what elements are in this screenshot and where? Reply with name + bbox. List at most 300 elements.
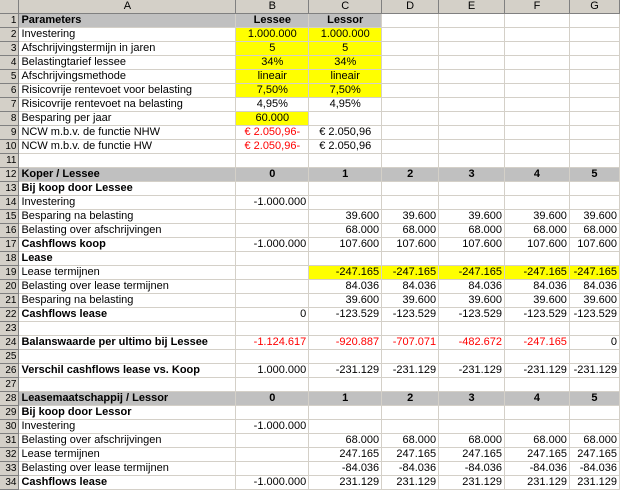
cell-d32[interactable]: 247.165 [382, 448, 439, 462]
column-header-f[interactable]: F [505, 0, 570, 14]
row-header[interactable]: 24 [0, 336, 19, 350]
cell-d14[interactable] [382, 196, 439, 210]
cell-e25[interactable] [439, 350, 505, 364]
row-header[interactable]: 9 [0, 126, 19, 140]
table-row [0, 238, 620, 252]
cell-d16[interactable]: 68.000 [382, 224, 439, 238]
table-row [0, 14, 620, 28]
row-header[interactable]: 23 [0, 322, 19, 336]
cell-b32[interactable] [236, 448, 309, 462]
cell-b11[interactable] [236, 154, 309, 168]
cell-a14[interactable]: Investering [19, 196, 236, 210]
cell-b25[interactable] [236, 350, 309, 364]
cell-g30[interactable] [569, 420, 619, 434]
table-row [0, 112, 620, 126]
cell-d7[interactable] [382, 98, 439, 112]
cell-e24[interactable]: -482.672 [439, 336, 505, 350]
row-header[interactable]: 16 [0, 224, 19, 238]
cell-f4[interactable] [505, 56, 570, 70]
row-header[interactable]: 28 [0, 392, 19, 406]
cell-a29[interactable]: Bij koop door Lessor [19, 406, 236, 420]
cell-e4[interactable] [439, 56, 505, 70]
cell-f30[interactable] [505, 420, 570, 434]
row-header[interactable]: 22 [0, 308, 19, 322]
cell-f29[interactable] [505, 406, 570, 420]
cell-c11[interactable] [309, 154, 382, 168]
cell-f11[interactable] [505, 154, 570, 168]
cell-f19[interactable]: -247.165 [505, 266, 570, 280]
cell-b28[interactable]: 0 [236, 392, 309, 406]
cell-c29[interactable] [309, 406, 382, 420]
cell-g28[interactable]: 5 [569, 392, 619, 406]
cell-c19[interactable]: -247.165 [309, 266, 382, 280]
cell-d19[interactable]: -247.165 [382, 266, 439, 280]
cell-a2[interactable]: Investering [19, 28, 236, 42]
cell-e28[interactable]: 3 [439, 392, 505, 406]
cell-g19[interactable]: -247.165 [569, 266, 619, 280]
cell-a18[interactable]: Lease [19, 252, 236, 266]
table-row [0, 476, 620, 490]
cell-c8[interactable] [309, 112, 382, 126]
row-header[interactable]: 11 [0, 154, 19, 168]
cell-c1[interactable]: Lessor [309, 14, 382, 28]
cell-g16[interactable]: 68.000 [569, 224, 619, 238]
row-header[interactable]: 32 [0, 448, 19, 462]
cell-f14[interactable] [505, 196, 570, 210]
cell-e23[interactable] [439, 322, 505, 336]
cell-a1[interactable]: Parameters [19, 14, 236, 28]
row-header[interactable]: 7 [0, 98, 19, 112]
cell-e11[interactable] [439, 154, 505, 168]
cell-f2[interactable] [505, 28, 570, 42]
cell-f9[interactable] [505, 126, 570, 140]
cell-f10[interactable] [505, 140, 570, 154]
cell-e18[interactable] [439, 252, 505, 266]
cell-b5[interactable]: lineair [236, 70, 309, 84]
row-header[interactable]: 34 [0, 476, 19, 490]
table-row [0, 28, 620, 42]
cell-g34[interactable]: 231.129 [569, 476, 619, 490]
cell-b26[interactable]: 1.000.000 [236, 364, 309, 378]
cell-g5[interactable] [569, 70, 619, 84]
cell-a24[interactable]: Balanswaarde per ultimo bij Lessee [19, 336, 236, 350]
cell-b33[interactable] [236, 462, 309, 476]
cell-c17[interactable]: 107.600 [309, 238, 382, 252]
table-row [0, 322, 620, 336]
cell-b24[interactable]: -1.124.617 [236, 336, 309, 350]
cell-a23[interactable] [19, 322, 236, 336]
row-header[interactable]: 33 [0, 462, 19, 476]
cell-c20[interactable]: 84.036 [309, 280, 382, 294]
cell-e2[interactable] [439, 28, 505, 42]
table-row [0, 308, 620, 322]
table-row [0, 294, 620, 308]
cell-c24[interactable]: -920.887 [309, 336, 382, 350]
row-header[interactable]: 25 [0, 350, 19, 364]
cell-g1[interactable] [569, 14, 619, 28]
cell-c13[interactable] [309, 182, 382, 196]
cell-a6[interactable]: Risicovrije rentevoet voor belasting [19, 84, 236, 98]
cell-c14[interactable] [309, 196, 382, 210]
cell-b29[interactable] [236, 406, 309, 420]
cell-g22[interactable]: -123.529 [569, 308, 619, 322]
cell-d25[interactable] [382, 350, 439, 364]
cell-a17[interactable]: Cashflows koop [19, 238, 236, 252]
cell-e14[interactable] [439, 196, 505, 210]
cell-g32[interactable]: 247.165 [569, 448, 619, 462]
cell-a22[interactable]: Cashflows lease [19, 308, 236, 322]
cell-a27[interactable] [19, 378, 236, 392]
cell-e30[interactable] [439, 420, 505, 434]
cell-b7[interactable]: 4,95% [236, 98, 309, 112]
cell-e16[interactable]: 68.000 [439, 224, 505, 238]
cell-d13[interactable] [382, 182, 439, 196]
cell-f17[interactable]: 107.600 [505, 238, 570, 252]
cell-d5[interactable] [382, 70, 439, 84]
cell-a19[interactable]: Lease termijnen [19, 266, 236, 280]
cell-a16[interactable]: Belasting over afschrijvingen [19, 224, 236, 238]
cell-g25[interactable] [569, 350, 619, 364]
cell-c32[interactable]: 247.165 [309, 448, 382, 462]
cell-f32[interactable]: 247.165 [505, 448, 570, 462]
table-row [0, 420, 620, 434]
cell-d24[interactable]: -707.071 [382, 336, 439, 350]
cell-g6[interactable] [569, 84, 619, 98]
table-row [0, 84, 620, 98]
cell-a9[interactable]: NCW m.b.v. de functie NHW [19, 126, 236, 140]
cell-b18[interactable] [236, 252, 309, 266]
cell-f20[interactable]: 84.036 [505, 280, 570, 294]
cell-c25[interactable] [309, 350, 382, 364]
row-header[interactable]: 26 [0, 364, 19, 378]
cell-g9[interactable] [569, 126, 619, 140]
row-header[interactable]: 3 [0, 42, 19, 56]
cell-f26[interactable]: -231.129 [505, 364, 570, 378]
column-header-c[interactable]: C [309, 0, 382, 14]
cell-f31[interactable]: 68.000 [505, 434, 570, 448]
cell-f24[interactable]: -247.165 [505, 336, 570, 350]
cell-e22[interactable]: -123.529 [439, 308, 505, 322]
cell-e12[interactable]: 3 [439, 168, 505, 182]
cell-f33[interactable]: -84.036 [505, 462, 570, 476]
cell-d31[interactable]: 68.000 [382, 434, 439, 448]
column-header-e[interactable]: E [439, 0, 505, 14]
cell-d12[interactable]: 2 [382, 168, 439, 182]
table-row [0, 392, 620, 406]
cell-f8[interactable] [505, 112, 570, 126]
cell-e21[interactable]: 39.600 [439, 294, 505, 308]
cell-d26[interactable]: -231.129 [382, 364, 439, 378]
column-header-d[interactable]: D [382, 0, 439, 14]
row-header[interactable]: 5 [0, 70, 19, 84]
cell-b6[interactable]: 7,50% [236, 84, 309, 98]
cell-f15[interactable]: 39.600 [505, 210, 570, 224]
cell-g12[interactable]: 5 [569, 168, 619, 182]
cell-b17[interactable]: -1.000.000 [236, 238, 309, 252]
cell-g18[interactable] [569, 252, 619, 266]
cell-d15[interactable]: 39.600 [382, 210, 439, 224]
cell-c4[interactable]: 34% [309, 56, 382, 70]
cell-c31[interactable]: 68.000 [309, 434, 382, 448]
cell-e15[interactable]: 39.600 [439, 210, 505, 224]
cell-g8[interactable] [569, 112, 619, 126]
table-row [0, 448, 620, 462]
cell-g13[interactable] [569, 182, 619, 196]
cell-g20[interactable]: 84.036 [569, 280, 619, 294]
cell-b15[interactable] [236, 210, 309, 224]
cell-f18[interactable] [505, 252, 570, 266]
row-header[interactable]: 1 [0, 14, 19, 28]
row-header[interactable]: 4 [0, 56, 19, 70]
cell-b3[interactable]: 5 [236, 42, 309, 56]
cell-a20[interactable]: Belasting over lease termijnen [19, 280, 236, 294]
cell-d11[interactable] [382, 154, 439, 168]
cell-c21[interactable]: 39.600 [309, 294, 382, 308]
cell-e34[interactable]: 231.129 [439, 476, 505, 490]
cell-g31[interactable]: 68.000 [569, 434, 619, 448]
cell-c5[interactable]: lineair [309, 70, 382, 84]
row-header[interactable]: 8 [0, 112, 19, 126]
cell-a31[interactable]: Belasting over afschrijvingen [19, 434, 236, 448]
table-row [0, 224, 620, 238]
table-row [0, 210, 620, 224]
cell-e6[interactable] [439, 84, 505, 98]
cell-c16[interactable]: 68.000 [309, 224, 382, 238]
cell-a8[interactable]: Besparing per jaar [19, 112, 236, 126]
cell-c26[interactable]: -231.129 [309, 364, 382, 378]
spreadsheet-body [0, 14, 620, 490]
cell-d27[interactable] [382, 378, 439, 392]
cell-c2[interactable]: 1.000.000 [309, 28, 382, 42]
cell-e27[interactable] [439, 378, 505, 392]
cell-e29[interactable] [439, 406, 505, 420]
cell-a11[interactable] [19, 154, 236, 168]
cell-c34[interactable]: 231.129 [309, 476, 382, 490]
cell-a25[interactable] [19, 350, 236, 364]
cell-e31[interactable]: 68.000 [439, 434, 505, 448]
cell-b31[interactable] [236, 434, 309, 448]
row-header[interactable]: 29 [0, 406, 19, 420]
cell-c12[interactable]: 1 [309, 168, 382, 182]
cell-d2[interactable] [382, 28, 439, 42]
column-header-b[interactable]: B [236, 0, 309, 14]
row-header[interactable]: 19 [0, 266, 19, 280]
cell-e9[interactable] [439, 126, 505, 140]
cell-d22[interactable]: -123.529 [382, 308, 439, 322]
cell-c9[interactable]: € 2.050,96 [309, 126, 382, 140]
row-header[interactable]: 18 [0, 252, 19, 266]
row-header[interactable]: 12 [0, 168, 19, 182]
cell-f6[interactable] [505, 84, 570, 98]
row-header[interactable]: 21 [0, 294, 19, 308]
row-header[interactable]: 27 [0, 378, 19, 392]
cell-b12[interactable]: 0 [236, 168, 309, 182]
cell-a26[interactable]: Verschil cashflows lease vs. Koop [19, 364, 236, 378]
cell-b9[interactable]: € 2.050,96- [236, 126, 309, 140]
cell-g17[interactable]: 107.600 [569, 238, 619, 252]
cell-d10[interactable] [382, 140, 439, 154]
cell-b13[interactable] [236, 182, 309, 196]
row-header[interactable]: 20 [0, 280, 19, 294]
cell-f21[interactable]: 39.600 [505, 294, 570, 308]
cell-e33[interactable]: -84.036 [439, 462, 505, 476]
cell-f22[interactable]: -123.529 [505, 308, 570, 322]
cell-d21[interactable]: 39.600 [382, 294, 439, 308]
cell-g4[interactable] [569, 56, 619, 70]
row-header[interactable]: 30 [0, 420, 19, 434]
cell-d33[interactable]: -84.036 [382, 462, 439, 476]
column-header-g[interactable]: G [569, 0, 619, 14]
cell-a10[interactable]: NCW m.b.v. de functie HW [19, 140, 236, 154]
cell-d20[interactable]: 84.036 [382, 280, 439, 294]
cell-g24[interactable]: 0 [569, 336, 619, 350]
cell-c33[interactable]: -84.036 [309, 462, 382, 476]
cell-f25[interactable] [505, 350, 570, 364]
cell-g11[interactable] [569, 154, 619, 168]
cell-b8[interactable]: 60.000 [236, 112, 309, 126]
cell-f5[interactable] [505, 70, 570, 84]
cell-e17[interactable]: 107.600 [439, 238, 505, 252]
cell-a12[interactable]: Koper / Lessee [19, 168, 236, 182]
cell-f7[interactable] [505, 98, 570, 112]
row-header[interactable]: 31 [0, 434, 19, 448]
row-header[interactable]: 17 [0, 238, 19, 252]
cell-c23[interactable] [309, 322, 382, 336]
cell-e32[interactable]: 247.165 [439, 448, 505, 462]
row-header[interactable]: 15 [0, 210, 19, 224]
cell-b19[interactable] [236, 266, 309, 280]
cell-f1[interactable] [505, 14, 570, 28]
table-row [0, 434, 620, 448]
cell-c7[interactable]: 4,95% [309, 98, 382, 112]
cell-c28[interactable]: 1 [309, 392, 382, 406]
cell-f12[interactable]: 4 [505, 168, 570, 182]
cell-b34[interactable]: -1.000.000 [236, 476, 309, 490]
cell-g14[interactable] [569, 196, 619, 210]
row-header[interactable]: 6 [0, 84, 19, 98]
cell-e1[interactable] [439, 14, 505, 28]
cell-a3[interactable]: Afschrijvingstermijn in jaren [19, 42, 236, 56]
cell-e13[interactable] [439, 182, 505, 196]
cell-c10[interactable]: € 2.050,96 [309, 140, 382, 154]
cell-f23[interactable] [505, 322, 570, 336]
cell-c30[interactable] [309, 420, 382, 434]
cell-a13[interactable]: Bij koop door Lessee [19, 182, 236, 196]
cell-e3[interactable] [439, 42, 505, 56]
cell-b2[interactable]: 1.000.000 [236, 28, 309, 42]
cell-d17[interactable]: 107.600 [382, 238, 439, 252]
cell-c6[interactable]: 7,50% [309, 84, 382, 98]
cell-d4[interactable] [382, 56, 439, 70]
cell-a28[interactable]: Leasemaatschappij / Lessor [19, 392, 236, 406]
cell-a7[interactable]: Risicovrije rentevoet na belasting [19, 98, 236, 112]
table-row [0, 168, 620, 182]
cell-g2[interactable] [569, 28, 619, 42]
row-header[interactable]: 10 [0, 140, 19, 154]
cell-d30[interactable] [382, 420, 439, 434]
cell-f16[interactable]: 68.000 [505, 224, 570, 238]
cell-a33[interactable]: Belasting over lease termijnen [19, 462, 236, 476]
row-header[interactable]: 2 [0, 28, 19, 42]
cell-g10[interactable] [569, 140, 619, 154]
cell-d6[interactable] [382, 84, 439, 98]
cell-e10[interactable] [439, 140, 505, 154]
cell-g29[interactable] [569, 406, 619, 420]
cell-a4[interactable]: Belastingtarief lessee [19, 56, 236, 70]
cell-c27[interactable] [309, 378, 382, 392]
table-row [0, 70, 620, 84]
cell-b4[interactable]: 34% [236, 56, 309, 70]
cell-a21[interactable]: Besparing na belasting [19, 294, 236, 308]
cell-g26[interactable]: -231.129 [569, 364, 619, 378]
cell-d1[interactable] [382, 14, 439, 28]
cell-f13[interactable] [505, 182, 570, 196]
table-row [0, 140, 620, 154]
cell-d34[interactable]: 231.129 [382, 476, 439, 490]
cell-f27[interactable] [505, 378, 570, 392]
cell-g21[interactable]: 39.600 [569, 294, 619, 308]
cell-b1[interactable]: Lessee [236, 14, 309, 28]
cell-a32[interactable]: Lease termijnen [19, 448, 236, 462]
cell-e19[interactable]: -247.165 [439, 266, 505, 280]
table-row [0, 350, 620, 364]
cell-d3[interactable] [382, 42, 439, 56]
cell-g15[interactable]: 39.600 [569, 210, 619, 224]
cell-e5[interactable] [439, 70, 505, 84]
cell-d9[interactable] [382, 126, 439, 140]
cell-f34[interactable]: 231.129 [505, 476, 570, 490]
row-header[interactable]: 14 [0, 196, 19, 210]
cell-b30[interactable]: -1.000.000 [236, 420, 309, 434]
cell-b16[interactable] [236, 224, 309, 238]
cell-b21[interactable] [236, 294, 309, 308]
cell-d18[interactable] [382, 252, 439, 266]
cell-g23[interactable] [569, 322, 619, 336]
cell-d28[interactable]: 2 [382, 392, 439, 406]
cell-b20[interactable] [236, 280, 309, 294]
cell-f28[interactable]: 4 [505, 392, 570, 406]
cell-e8[interactable] [439, 112, 505, 126]
cell-d23[interactable] [382, 322, 439, 336]
cell-d8[interactable] [382, 112, 439, 126]
cell-b14[interactable]: -1.000.000 [236, 196, 309, 210]
cell-g27[interactable] [569, 378, 619, 392]
cell-d29[interactable] [382, 406, 439, 420]
cell-c3[interactable]: 5 [309, 42, 382, 56]
cell-c18[interactable] [309, 252, 382, 266]
cell-g7[interactable] [569, 98, 619, 112]
cell-g33[interactable]: -84.036 [569, 462, 619, 476]
cell-a34[interactable]: Cashflows lease [19, 476, 236, 490]
cell-b27[interactable] [236, 378, 309, 392]
cell-b23[interactable] [236, 322, 309, 336]
row-header[interactable]: 13 [0, 182, 19, 196]
select-all-corner[interactable] [0, 0, 19, 14]
cell-e26[interactable]: -231.129 [439, 364, 505, 378]
cell-a30[interactable]: Investering [19, 420, 236, 434]
cell-g3[interactable] [569, 42, 619, 56]
cell-a5[interactable]: Afschrijvingsmethode [19, 70, 236, 84]
cell-e20[interactable]: 84.036 [439, 280, 505, 294]
cell-e7[interactable] [439, 98, 505, 112]
cell-c22[interactable]: -123.529 [309, 308, 382, 322]
cell-c15[interactable]: 39.600 [309, 210, 382, 224]
cell-b22[interactable]: 0 [236, 308, 309, 322]
column-header-a[interactable]: A [19, 0, 236, 14]
cell-f3[interactable] [505, 42, 570, 56]
cell-a15[interactable]: Besparing na belasting [19, 210, 236, 224]
cell-b10[interactable]: € 2.050,96- [236, 140, 309, 154]
